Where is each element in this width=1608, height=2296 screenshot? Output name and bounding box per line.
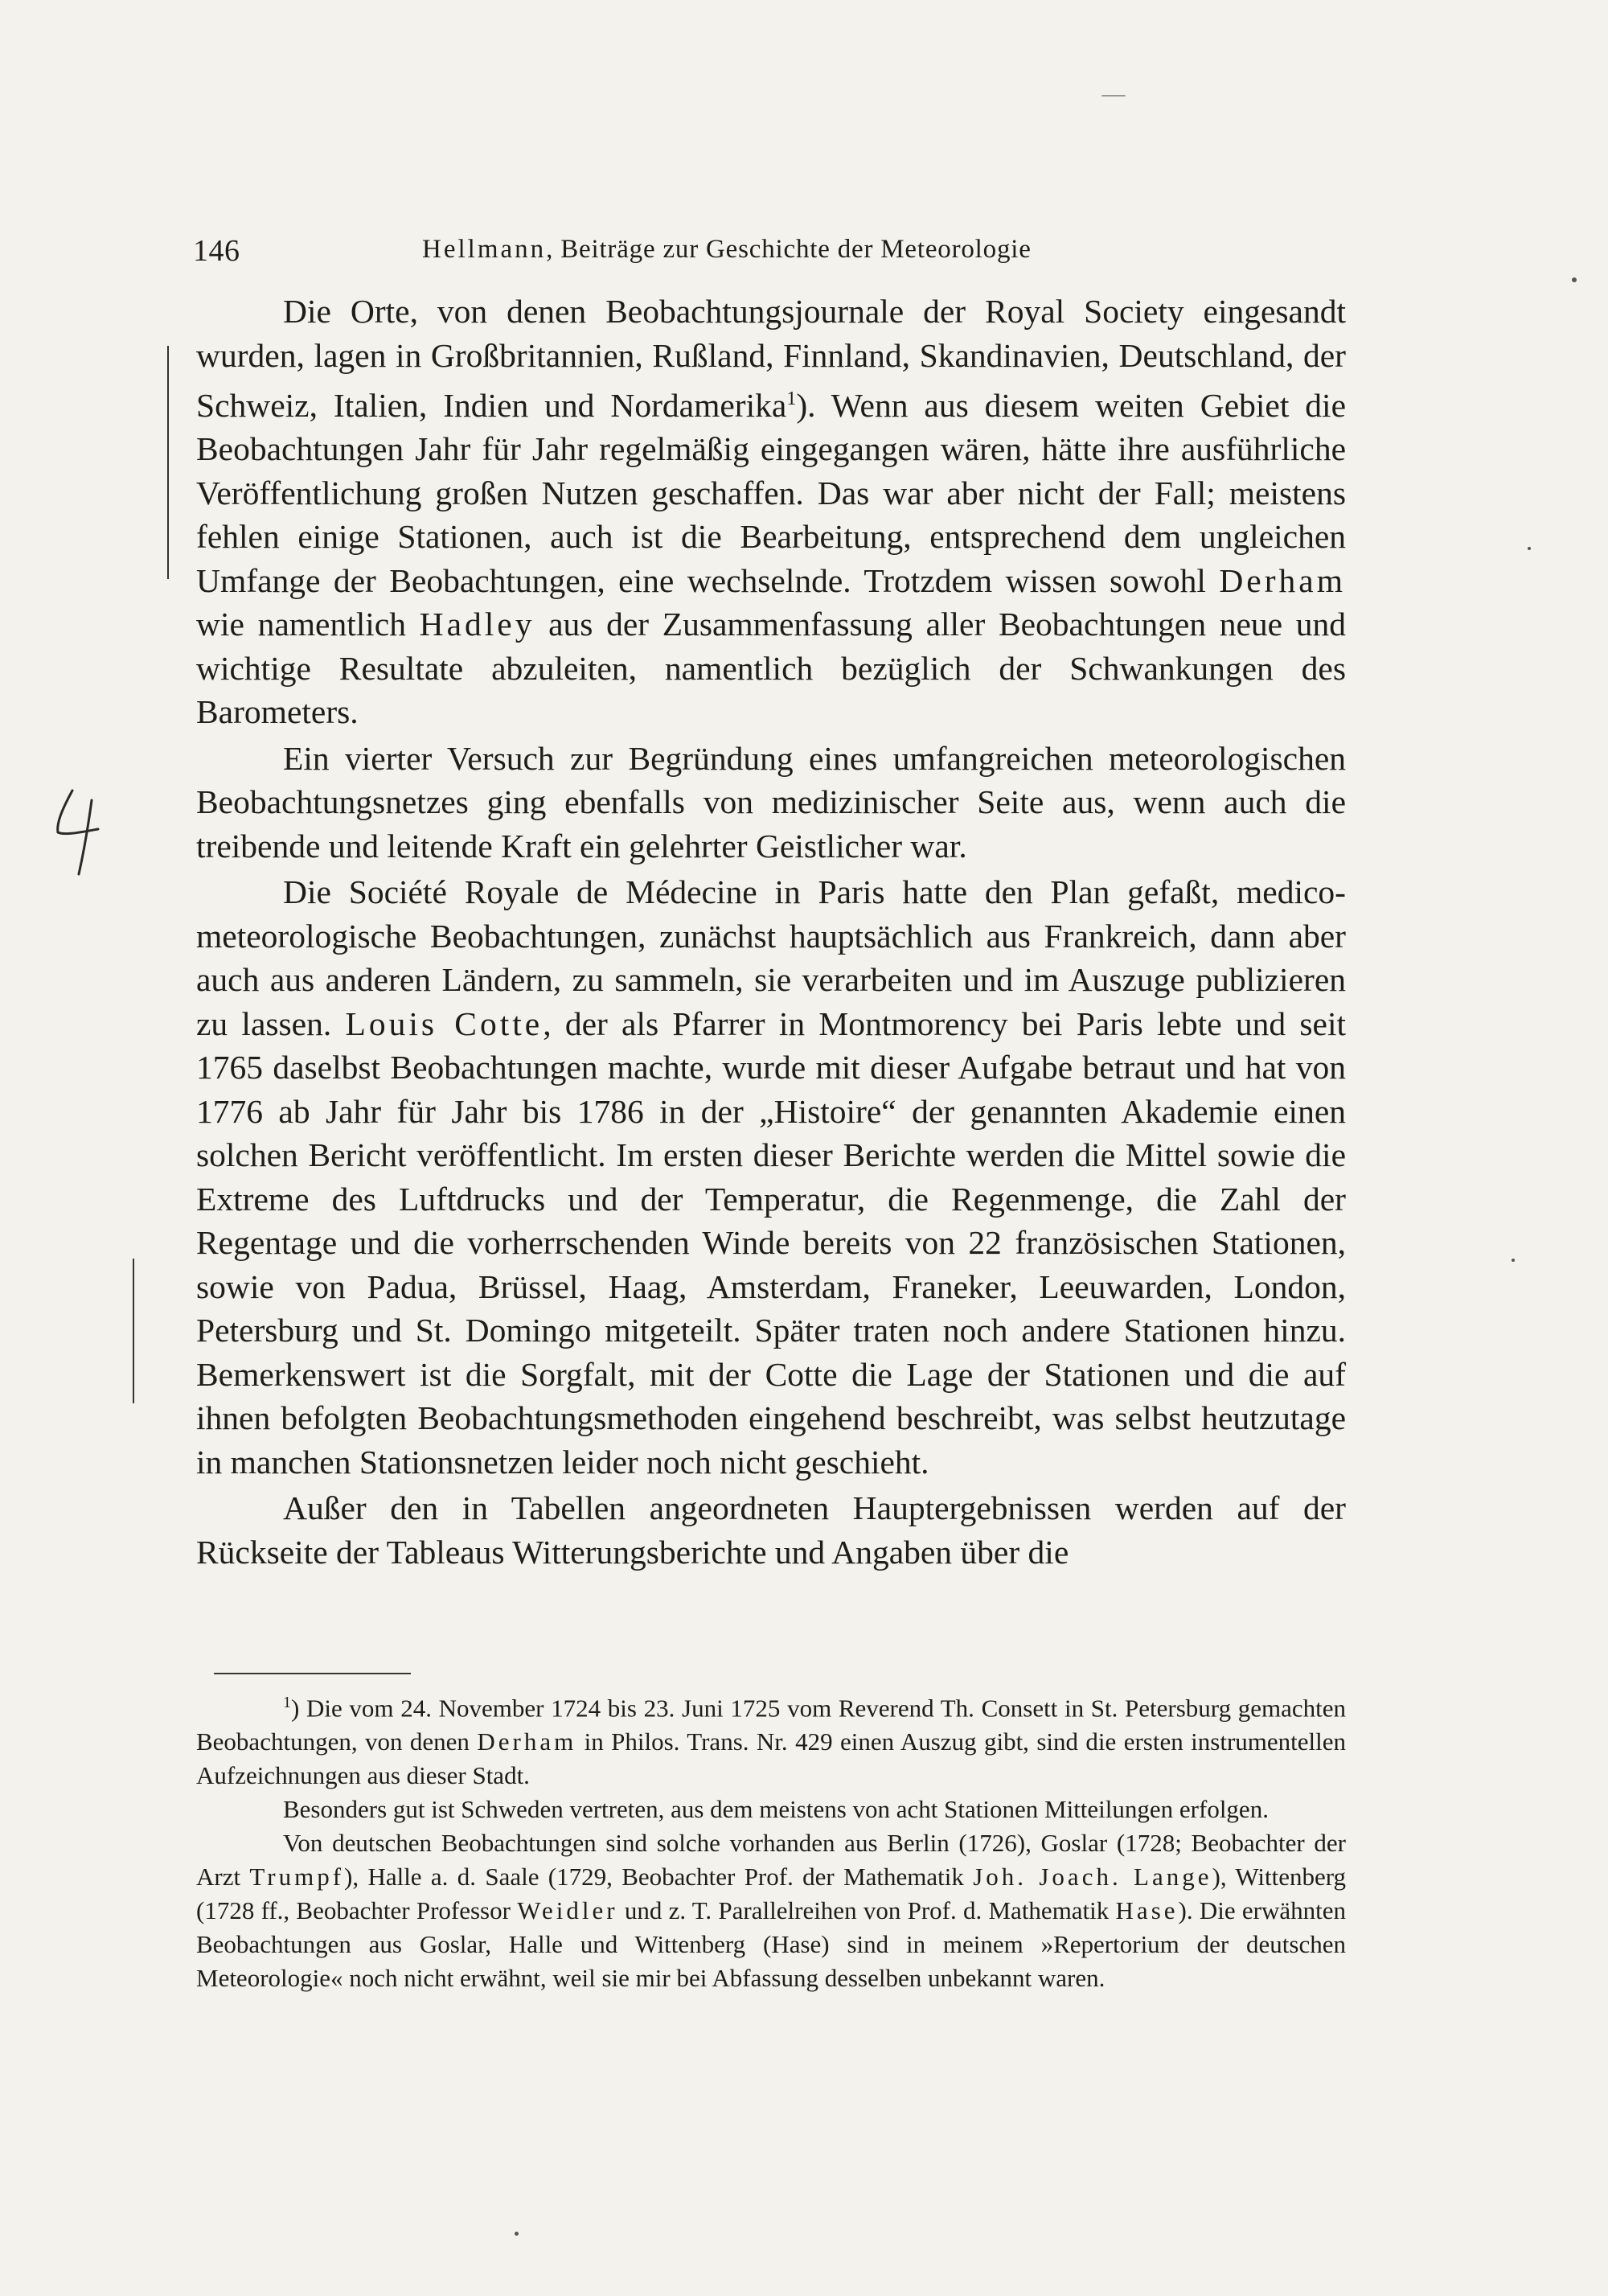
scan-speck xyxy=(515,2232,519,2236)
running-title-text: , Beiträge zur Geschichte der Meteorologie xyxy=(546,235,1032,264)
footnote-2: Besonders gut ist Schweden vertreten, aus dem meistens von acht Stationen Mitteilungen erfolgen. xyxy=(283,1795,1269,1824)
margin-number-4-stroke xyxy=(58,791,98,874)
margin-line-bottom xyxy=(133,1259,134,1403)
footnote-ref-1: 1 xyxy=(786,388,797,409)
footnote-3 xyxy=(196,1826,1346,1995)
footnote-3-part-a: Von deutschen Beobachtungen sind solche vorhanden aus Berlin (1726), Goslar (1728; Beobachter der Arzt xyxy=(196,1829,1346,1891)
footnote-rule xyxy=(214,1673,411,1674)
running-head xyxy=(193,233,1343,273)
page-number: 146 xyxy=(193,234,240,268)
name-derham: Derham xyxy=(1219,561,1346,599)
scan-speck xyxy=(1572,277,1577,282)
paragraph-1-part-a: Die Orte, von denen Beobachtungsjournale der Royal Society eingesandt wurden, lagen in Großbritannien, Rußland, Finnland, Skandinavien, Deutschland, der Schweiz, Italien, Indien und Nordamerika xyxy=(196,293,1346,424)
footnote-name-trumpf: Trumpf xyxy=(249,1863,345,1891)
footnote-name-derham: Derham xyxy=(477,1727,577,1756)
paragraph-3-part-b: , der als Pfarrer in Montmorency bei Paris lebte und seit 1765 daselbst Beobachtungen machte, wurde mit dieser Aufgabe betraut und hat von 1776 ab Jahr für Jahr bis 1786 in der „Histoire“ der genannten Akademie einen solchen Bericht veröffentlicht. Im ersten dieser Berichte werden die Mittel sowie die Extreme des Luftdrucks und der Temperatur, die Regenmenge, die Zahl der Regentage und die vorherrschenden Winde bereits von 22 französischen Stationen, sowie von Padua, Brüssel, Haag, Amsterdam, Franeker, Leeuwarden, London, Petersburg und St. Domingo mitgeteilt. Später traten noch andere Stationen hinzu. Bemerkenswert ist die Sorgfalt, mit der Cotte die Lage der Stationen und die auf ihnen befolgten Beobachtungsmethoden eingehend beschreibt, was selbst heutzutage in manchen Stationsnetzen leider noch nicht geschieht. xyxy=(196,1004,1347,1481)
footnote-3-part-e: ). Die erwähnten Beobachtungen aus Goslar, Halle und Wittenberg (Hase) sind in meinem »Repertorium der deutschen Meteorologie« noch nicht erwähnt, weil sie mir bei Abfassung desselben unbekannt waren. xyxy=(196,1896,1346,1993)
scan-speck xyxy=(1101,95,1126,97)
paragraph-2: Ein vierter Versuch zur Begründung eines umfangreichen meteorologischen Beobachtungsnetzes ging ebenfalls von medizinischer Seite aus, wenn auch die treibende und leitende Kraft ein gelehrter Geistlicher war. xyxy=(196,739,1346,865)
scan-speck xyxy=(1512,1259,1515,1262)
paragraph-3 xyxy=(196,870,1346,1484)
footnote-name-hase: Hase xyxy=(1115,1896,1179,1925)
footnote-1-part-a: ) Die vom 24. November 1724 bis 23. Juni 1725 vom Reverend Th. Consett in St. Petersburg gemachten Beobachtungen, von denen xyxy=(196,1694,1346,1756)
paragraph-1-part-b: ). Wenn aus diesem weiten Gebiet die Beobachtungen Jahr für Jahr regelmäßig eingegangen wären, hätte ihre ausführliche Veröffentlichung großen Nutzen geschaffen. Das war aber nicht der Fall; meistens fehlen einige Stationen, auch ist die Bearbeitung, entsprechend dem ungleichen Umfange der Beobachtungen, eine wechselnde. Trotzdem wissen sowohl xyxy=(196,386,1346,599)
footnote-name-weidler: Weidler xyxy=(517,1896,618,1925)
paragraph-4: Außer den in Tabellen angeordneten Hauptergebnissen werden auf der Rückseite der Tableaus Witterungsberichte und Angaben über die xyxy=(196,1489,1346,1571)
footnote-3-part-b: ), Halle a. d. Saale (1729, Beobachter Prof. der Mathematik xyxy=(344,1863,974,1891)
margin-number-4 xyxy=(48,784,113,881)
paragraph-1-part-d: aus der Zusammenfassung aller Beobachtungen neue und wichtige Resultate abzuleiten, namentlich bezüglich der Schwankungen des Barometers. xyxy=(196,606,1346,731)
paragraph-1-part-c: wie namentlich xyxy=(196,606,420,643)
footnote-1-part-b: in Philos. Trans. Nr. 429 einen Auszug gibt, sind die ersten instrumentellen Aufzeichnungen aus dieser Stadt. xyxy=(196,1727,1346,1790)
footnotes xyxy=(196,1686,1346,1995)
name-louis-cotte: Louis Cotte xyxy=(345,1004,544,1042)
footnote-1 xyxy=(196,1686,1346,1793)
scan-speck xyxy=(1528,547,1531,550)
paragraph-1 xyxy=(196,290,1346,734)
body-text xyxy=(196,290,1346,1574)
footnote-3-part-d: und z. T. Parallelreihen von Prof. d. Mathematik xyxy=(617,1896,1116,1925)
footnote-name-lange: Joh. Joach. Lange xyxy=(973,1863,1212,1891)
footnote-1-marker: 1 xyxy=(283,1694,291,1711)
name-hadley: Hadley xyxy=(419,606,535,643)
running-title-author: Hellmann xyxy=(422,235,547,264)
footnote-3-part-c: ), Wittenberg (1728 ff., Beobachter Professor xyxy=(196,1863,1346,1925)
running-title xyxy=(422,235,1032,265)
margin-line-top xyxy=(167,346,169,579)
paragraph-3-part-a: Die Société Royale de Médecine in Paris hatte den Plan gefaßt, medico-meteorologische Beobachtungen, zunächst hauptsächlich aus Frankreich, dann aber auch aus anderen Ländern, zu sammeln, sie verarbeiten und im Auszuge publizieren zu lassen. xyxy=(196,873,1346,1042)
